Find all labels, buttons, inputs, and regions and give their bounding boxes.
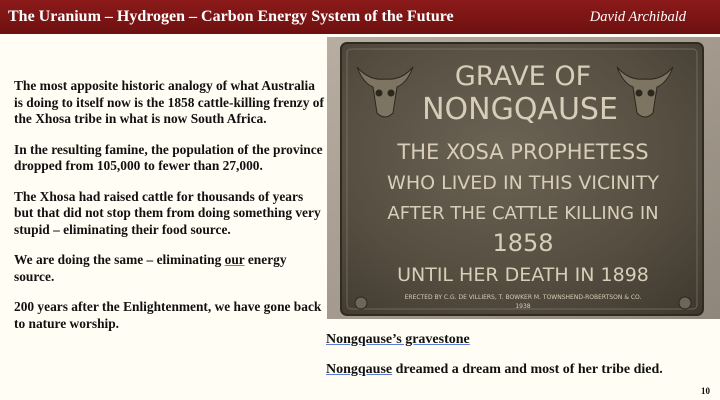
- slide-title: The Uranium – Hydrogen – Carbon Energy System of the Future: [8, 8, 454, 25]
- paragraph-4-underlined: our: [224, 252, 245, 267]
- plaque-small-year: 1938: [515, 303, 531, 310]
- plaque-small-text: ERECTED BY C.G. DE VILLIERS, T. BOWKER M. TOWNSHEND-ROBERTSON & CO.: [404, 294, 642, 301]
- author-name: David Archibald: [589, 8, 686, 25]
- paragraph-1: The most apposite historic analogy of what Australia is doing to itself now is the 1858 cattle-killing frenzy of the Xhosa tribe in what is now South Africa.: [14, 78, 324, 126]
- photo-caption: Nongqause’s gravestone: [326, 332, 470, 347]
- paragraph-2: In the resulting famine, the population of the province dropped from 105,000 to fewer than 27,000.: [14, 141, 323, 173]
- paragraph-4: [14, 252, 324, 285]
- paragraph-3: The Xhosa had raised cattle for thousands of years but that did not stop them from doing something very stupid – eliminating their food source.: [14, 188, 321, 237]
- gravestone-photo: [327, 37, 720, 319]
- paragraph-4-prefix: We are doing the same – eliminating: [14, 252, 225, 267]
- paragraph-5: 200 years after the Enlightenment, we have gone back to nature worship.: [14, 299, 322, 331]
- plaque-line-1: GRAVE OF: [454, 61, 592, 92]
- plaque-line-5: AFTER THE CATTLE KILLING IN: [387, 203, 659, 224]
- plaque-line-6: 1858: [492, 229, 554, 257]
- plaque-line-2: NONGQAUSE: [422, 92, 618, 127]
- slide-header: [0, 0, 720, 34]
- body-text: [14, 78, 324, 346]
- plaque-line-3: THE XOSA PROPHETESS: [397, 140, 649, 164]
- bolt-right-icon: [679, 297, 691, 309]
- plaque-line-7: UNTIL HER DEATH IN 1898: [397, 264, 649, 286]
- page-number: 10: [701, 386, 710, 396]
- plaque-line-4: WHO LIVED IN THIS VICINITY: [387, 172, 659, 194]
- paragraph-4-suffix: energy source.: [14, 252, 287, 284]
- bolt-left-icon: [355, 297, 367, 309]
- dream-caption-name: Nongqause: [326, 362, 393, 377]
- dream-caption-rest: dreamed a dream and most of her tribe died.: [392, 362, 663, 377]
- dream-caption: [326, 362, 663, 378]
